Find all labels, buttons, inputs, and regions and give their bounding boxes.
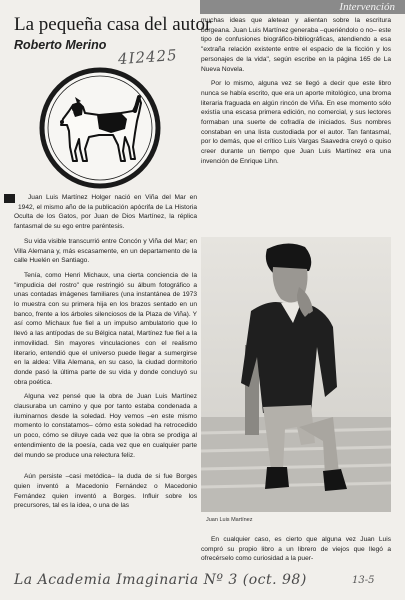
section-label: Intervención bbox=[339, 1, 395, 13]
article-title: La pequeña casa del autor bbox=[14, 14, 212, 35]
paragraph: Por lo mismo, alguna vez se llegó a decir que este libro nunca se había escrito, que era un aporte mitológico, una broma literaria fraguada en algún rincón de Viña. En ese momento sólo existía una escasa primera edición, no comercial, y sus lectores formaban una suerte de cofradía de iniciados. Sus nombres constaban en una lista custodiada por el autor. Tan fantasmal, por lo demás, que el crítico Luis Vargas Saavedra creyó o quiso creer durante un tiempo que Juan Luis Martínez era una invención de Enrique Lihn. bbox=[201, 80, 391, 165]
right-text-column-top bbox=[201, 16, 391, 167]
article-author: Roberto Merino bbox=[14, 38, 107, 52]
section-banner bbox=[200, 0, 405, 14]
paragraph: Juan Luis Martínez Holger nació en Viña del Mar en 1942, el mismo año de la publicación apócrifa de La Historia Oculta de los Gatos, por Juan de Dios Martínez, la réplica fantasmal de su ego entre paréntesis. bbox=[14, 193, 197, 232]
paragraph: Aún persiste –casi metódica– la duda de si fue Borges quien inventó a Macedonio Fernández o Macedonio Fernández quien inventó a Borges. Influir sobre los precursores, tal es la idea, o una de las bbox=[14, 473, 197, 510]
author-portrait-photo bbox=[201, 237, 391, 512]
right-text-column-bottom bbox=[201, 535, 391, 564]
photo-caption: Juan Luis Martínez bbox=[206, 517, 253, 523]
handwritten-catalog-number: 4I2425 bbox=[117, 45, 179, 69]
handwritten-source-note: La Academia Imaginaria Nº 3 (oct. 98) bbox=[14, 572, 307, 588]
paragraph: muchas ideas que aletean y alientan sobre la escritura borgeana. Juan Luis Martínez generaba –queriéndolo o no– este tipo de confusiones biográfico-bibliográficas, atendiendo a esa "extraña relación existente entre el espacio de la ficción y los personajes de la vida", según escribe en la página 165 de La Nueva Novela. bbox=[201, 17, 391, 73]
paragraph: En cualquier caso, es cierto que alguna vez Juan Luis compró su propio libro a un librero de viejos que llegó a ofrecérselo como curiosidad a la puer- bbox=[201, 536, 391, 563]
paragraph: Tenía, como Henri Michaux, una cierta conciencia de la "impudicia del rostro" que restringió su álbum fotográfico a unas contadas imágenes familiares (una instantánea de 1973 lo muestra con su primera hija en los brazos sentado en un banco, frente a los árboles silenciosos de la Plaza de Viña). Y así como Michaux fue fiel a un impulso ambulatorio que lo llevó a las antípodas de su Bélgica natal, Martínez fue fiel a la inmovilidad. Sin mayores vinculaciones con el realismo literario, entendió que el universo puede llegar a sumergirse en la aldea: Villa Alemana, en su caso, la ciudad dormitorio donde pasó la última parte de su vida y donde concluyó su obra poética. bbox=[14, 271, 197, 386]
drop-cap-mark bbox=[4, 194, 15, 203]
paragraph: Su vida visible transcurrió entre Concón y Viña del Mar; en Villa Alemana y, más escasamente, en un departamento de la calle Huelén en Santiago. bbox=[14, 237, 197, 265]
paragraph: Alguna vez pensé que la obra de Juan Luis Martínez clausuraba un camino y que por tanto estaba condenada a iluminarnos desde la soledad. Hoy vemos –en este mismo momento lo constatamos– cómo esta soledad ha retrocedido un poco, cómo se diluye cada vez que la obra se prodiga al entendimiento de la poesía, cada vez que en cualquier parte del mundo se produce una relectura feliz. bbox=[14, 393, 197, 459]
left-text-column bbox=[14, 193, 197, 511]
handwritten-page-ref: 13-5 bbox=[352, 575, 375, 586]
terrier-logo-icon bbox=[39, 67, 161, 189]
